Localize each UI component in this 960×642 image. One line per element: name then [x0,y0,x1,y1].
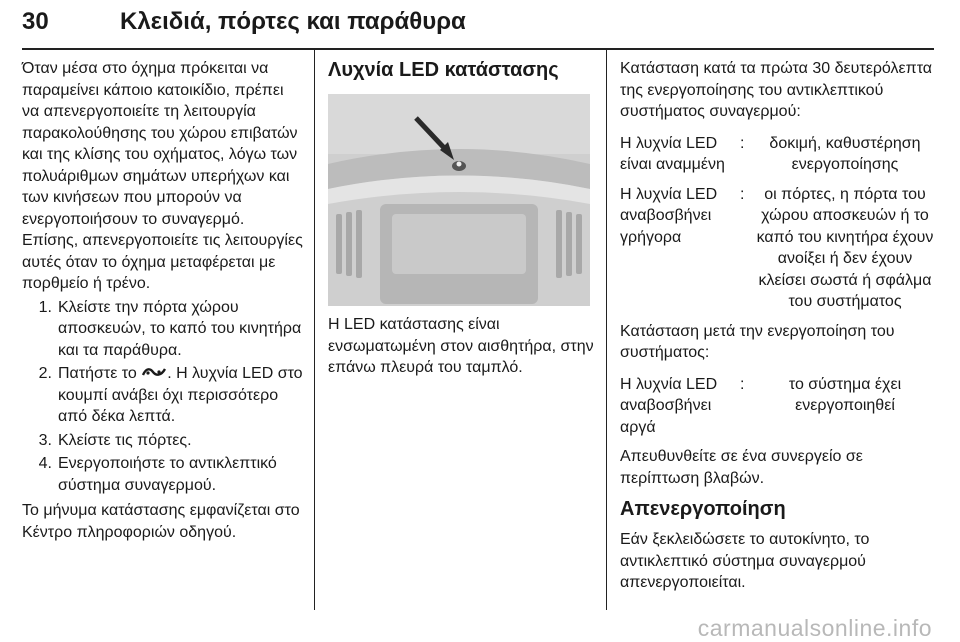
column-1 [22,58,304,543]
step-text: Κλείστε την πόρτα χώρου αποσκευών, το καπό του κινητήρα και τα παράθυρα. [58,298,302,359]
row-separator: : [740,185,745,203]
column-3 [620,58,938,594]
step-number: 2. [38,365,52,382]
step-text: Κλείστε τις πόρτες. [58,431,192,449]
list-item [22,453,304,496]
workshop-note: Απευθυνθείτε σε ένα συνεργείο σε περίπτωση βλαβών. [620,448,863,487]
intro-paragraph: Όταν μέσα στο όχημα πρόκειται να παραμείνει κάποιο κατοικίδιο, πρέπει να απενεργοποιείτε τη λειτουργία παρακολούθησης του χώρου επιβατών και της κλίσης του οχήματος, λόγω των πολυάριθμων σημάτων υπερήχων και των κινήσεων που μπορούν να ενεργοποιήσουν το συναγερμό. Επίσης, απενεργοποιείτε τις λειτουργίες αυτές όταν το όχημα μεταφέρεται με πορθμείο ή τρένο. [22,60,303,292]
key-fob-icon [141,363,167,385]
dashboard-led-illustration [328,94,590,306]
step-text-before: Πατήστε το [58,365,142,382]
section-heading-deactivation: Απενεργοποίηση [620,498,786,520]
led-meaning: δοκιμή, καθυστέρηση ενεργοποίησης [769,134,921,173]
step-number: 3. [38,431,52,449]
step-number: 1. [38,298,52,316]
list-item [22,430,304,452]
header-rule [22,48,934,50]
after-activation-label: Κατάσταση μετά την ενεργοποίηση του συστήματος: [620,322,895,361]
column-2 [328,58,596,379]
watermark: carmanualsonline.info [697,615,932,641]
section-heading-led: Λυχνία LED κατάστασης [328,59,559,81]
step-text-after: . Η λυχνία LED στο κουμπί ανάβει όχι περισσότερο από δέκα λεπτά. [58,365,303,426]
step-text: Ενεργοποιήστε το αντικλεπτικό σύστημα συναγερμού. [58,455,277,494]
led-meaning: το σύστημα έχει ενεργοποιηθεί [788,375,902,414]
row-separator: : [740,134,745,152]
steps-list [22,297,304,497]
first-seconds-intro: Κατάσταση κατά τα πρώτα 30 δευτερόλεπτα της ενεργοποίησης του αντικλεπτικού συστήματος συναγερμού: [620,60,933,120]
led-state-table-active [620,374,938,439]
table-row [620,374,938,439]
row-separator: : [740,375,745,393]
led-meaning: οι πόρτες, η πόρτα του χώρου αποσκευών ή το καπό του κινητήρα έχουν ανοίξει ή δεν έχουν κλείσει σωστά ή σφάλμα του συστήματος [756,185,934,310]
status-message-paragraph: Το μήνυμα κατάστασης εμφανίζεται στο Κέντρο πληροφοριών οδηγού. [22,502,300,541]
page-header [22,6,938,44]
illustration-caption: Η LED κατάστασης είναι ενσωματωμένη στον αισθητήρα, στην επάνω πλευρά του ταμπλό. [328,316,594,376]
led-state: Η λυχνία LED είναι αναμμένη [620,134,725,173]
chapter-title: Κλειδιά, πόρτες και παράθυρα [120,8,466,35]
table-row [620,133,938,176]
dashboard-drawing-icon [328,94,590,306]
list-item [22,297,304,362]
led-state-table-initial [620,133,938,313]
column-divider-1 [314,50,315,610]
led-state: Η λυχνία LED αναβοσβήνει αργά [620,375,718,436]
deactivation-text: Εάν ξεκλειδώσετε το αυτοκίνητο, το αντικλεπτικό σύστημα συναγερμού απενεργοποιείται. [620,531,870,591]
page-number: 30 [22,8,49,35]
led-state: Η λυχνία LED αναβοσβήνει γρήγορα [620,185,718,246]
table-row [620,184,938,313]
list-item [22,363,304,428]
column-divider-2 [606,50,607,610]
step-text [58,363,304,428]
step-number: 4. [38,455,52,473]
